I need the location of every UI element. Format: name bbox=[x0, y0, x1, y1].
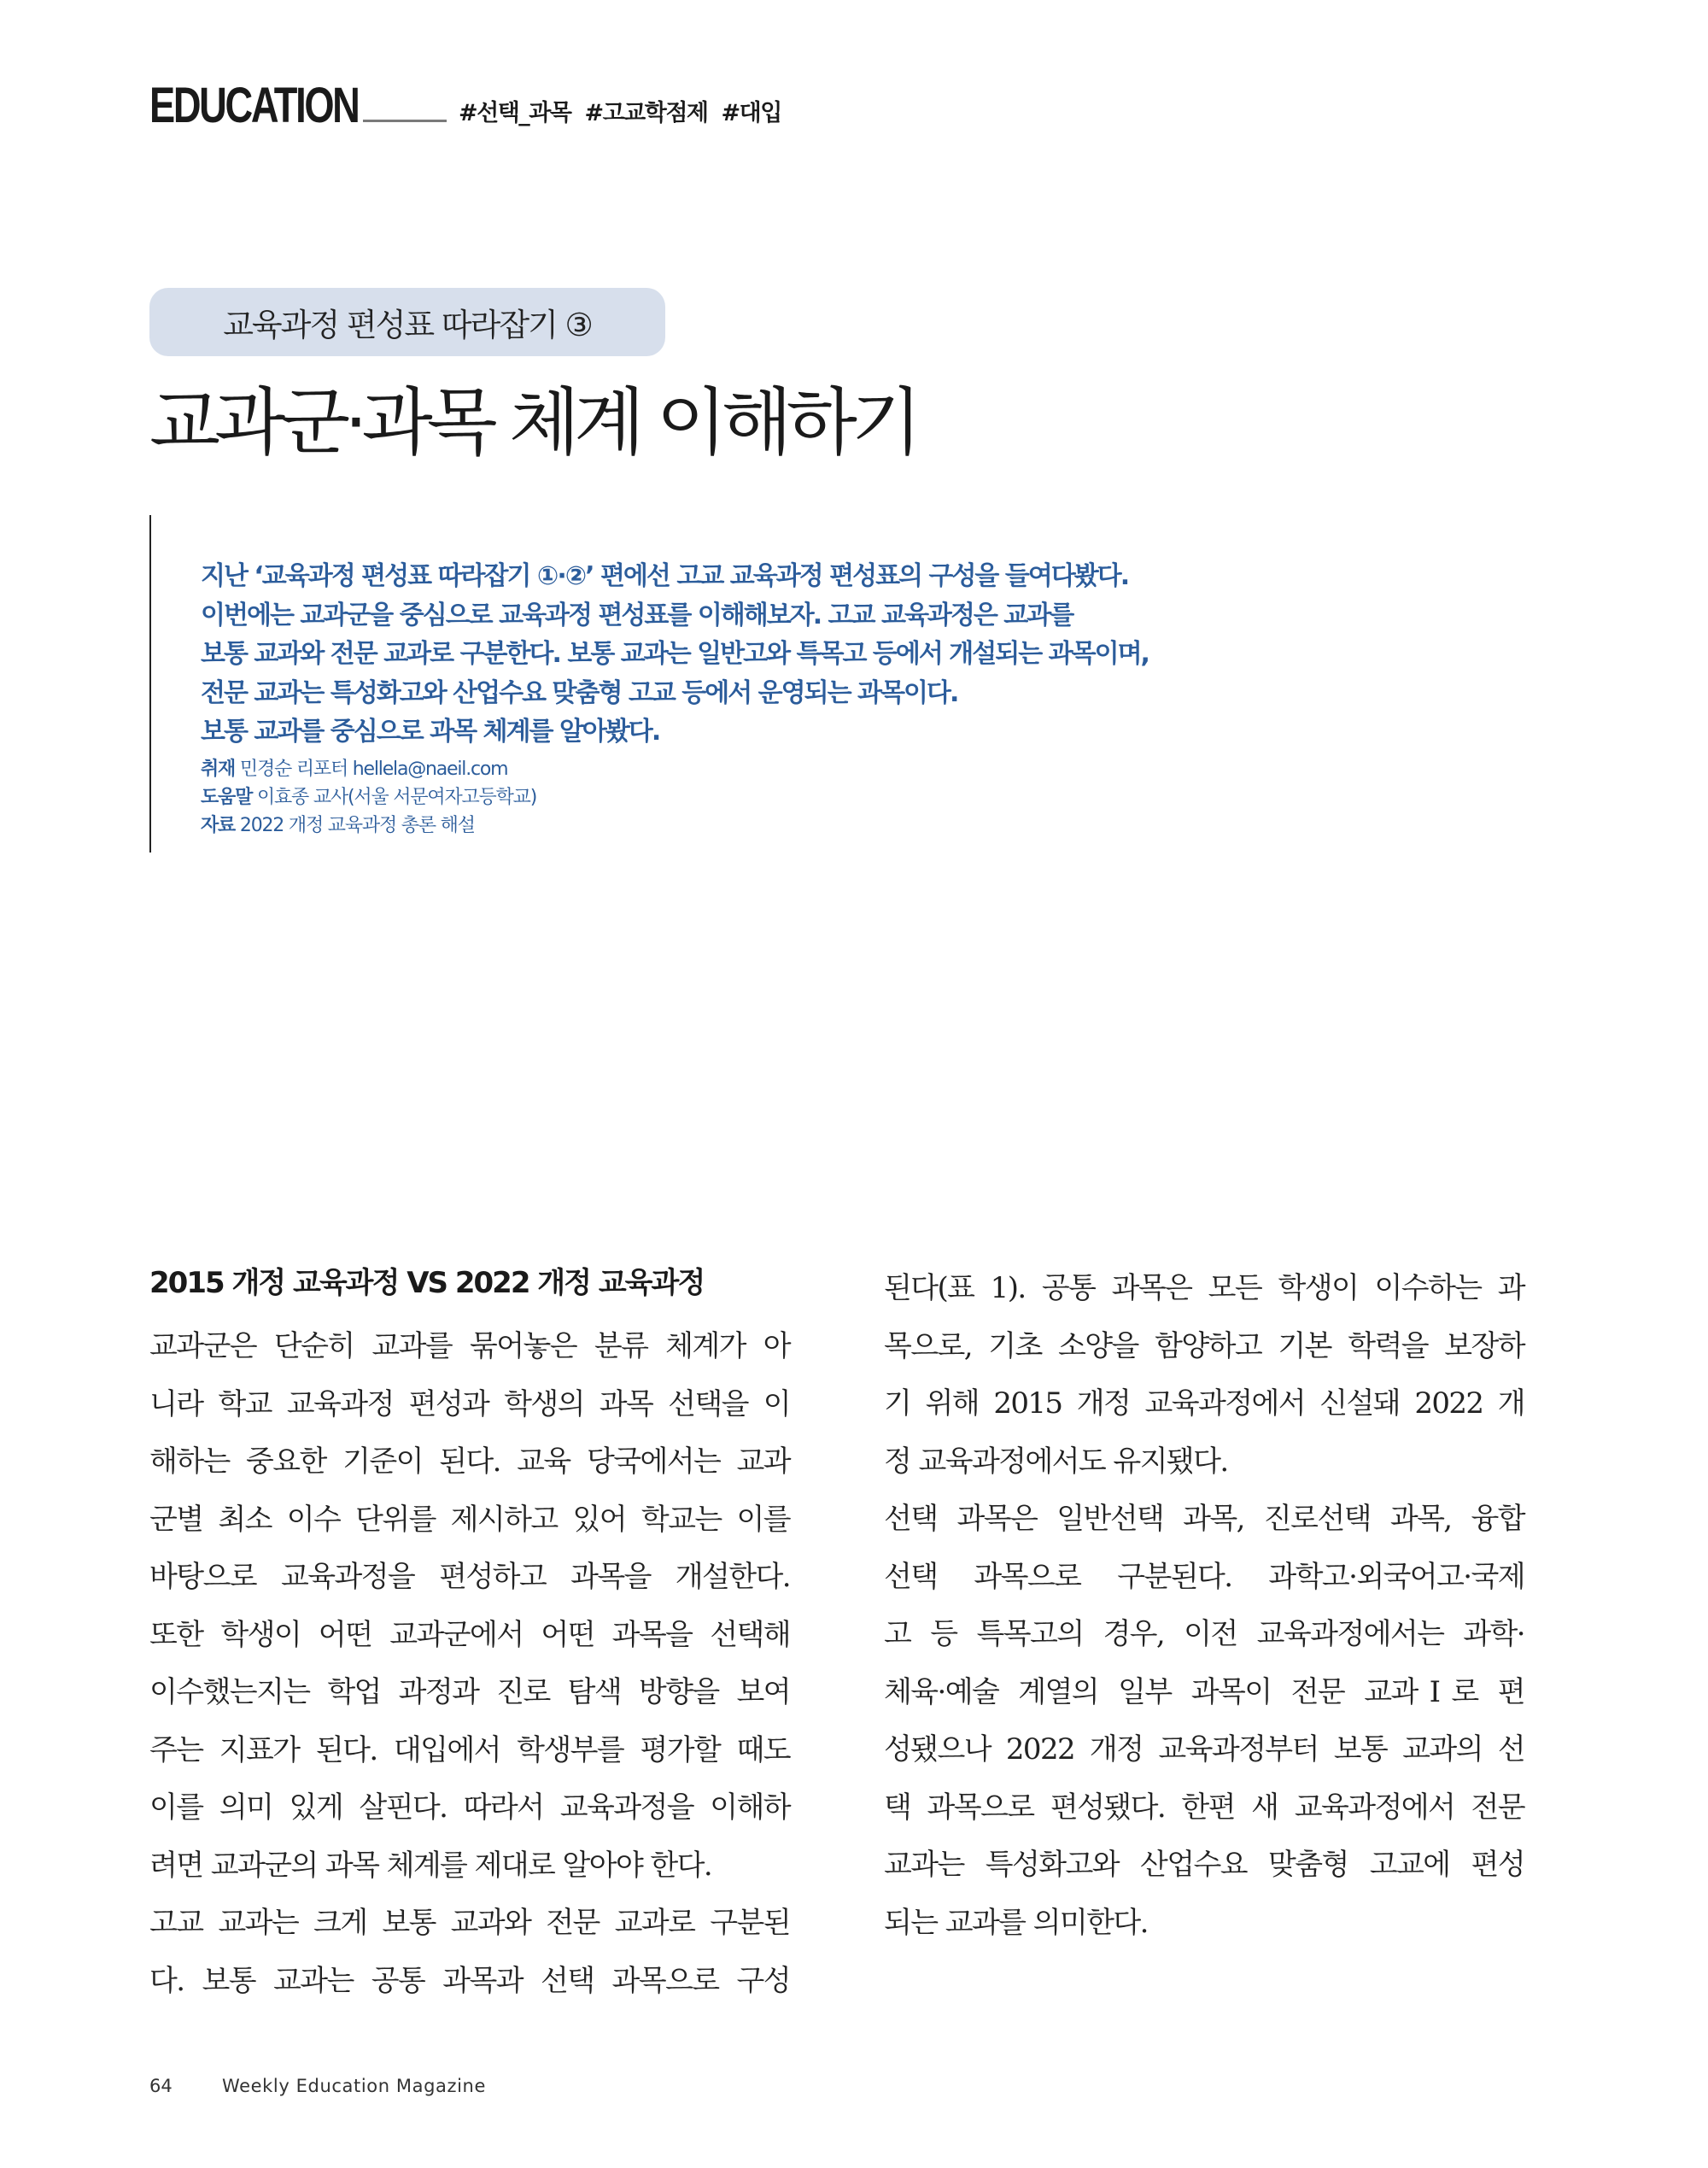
body-line: 택 과목으로 편성됐다. 한편 새 교육과정에서 전문 bbox=[884, 1790, 1524, 1825]
credit-label: 도움말 bbox=[201, 786, 253, 808]
article-subhead: 2015 개정 교육과정 VS 2022 개정 교육과정 bbox=[149, 1266, 705, 1300]
body-line: 다. 보통 교과는 공통 과목과 선택 과목으로 구성 bbox=[149, 1963, 790, 1998]
body-line: 교과군은 단순히 교과를 묶어놓은 분류 체계가 아 bbox=[149, 1329, 790, 1363]
hashtag: #대입 bbox=[721, 100, 781, 126]
credit-source bbox=[201, 812, 1277, 840]
section-header bbox=[149, 78, 781, 133]
lede-block bbox=[201, 557, 1277, 840]
section-label: EDUCATION bbox=[149, 78, 359, 133]
credit-value: 이효종 교사(서울 서문여자고등학교) bbox=[256, 786, 537, 808]
credit-value: 민경순 리포터 hellela@naeil.com bbox=[239, 758, 508, 780]
lede-line: 보통 교과와 전문 교과로 구분한다. 보통 교과는 일반고와 특목고 등에서 개설되는 과목이며, bbox=[201, 639, 1149, 669]
credit-advisor bbox=[201, 783, 1277, 812]
body-line: 선택 과목은 일반선택 과목, 진로선택 과목, 융합 bbox=[884, 1502, 1524, 1536]
article-column-left bbox=[149, 1260, 790, 2010]
credit-label: 취재 bbox=[201, 758, 236, 780]
body-line: 목으로, 기초 소양을 함양하고 기본 학력을 보장하 bbox=[884, 1328, 1524, 1363]
body-line: 된다(표 1). 공통 과목은 모든 학생이 이수하는 과 bbox=[884, 1271, 1524, 1305]
body-line: 려면 교과군의 과목 체계를 제대로 알아야 한다. bbox=[149, 1848, 712, 1883]
magazine-name: Weekly Education Magazine bbox=[222, 2076, 486, 2096]
lede-line: 보통 교과를 중심으로 과목 체계를 알아봤다. bbox=[201, 717, 660, 747]
article-title: 교과군·과목 체계 이해하기 bbox=[149, 380, 916, 466]
body-line: 이수했는지는 학업 과정과 진로 탐색 방향을 보여 bbox=[149, 1675, 790, 1709]
body-line: 해하는 중요한 기준이 된다. 교육 당국에서는 교과 bbox=[149, 1444, 790, 1479]
lede-vertical-rule bbox=[149, 515, 151, 853]
body-line: 체육·예술 계열의 일부 과목이 전문 교과Ⅰ로 편 bbox=[884, 1674, 1524, 1709]
body-line: 교과는 특성화고와 산업수요 맞춤형 고교에 편성 bbox=[884, 1848, 1524, 1882]
section-rule-divider bbox=[363, 120, 447, 122]
body-line: 기 위해 2015 개정 교육과정에서 신설돼 2022 개 bbox=[884, 1386, 1524, 1421]
lede-line: 지난 ‘교육과정 편성표 따라잡기 ①·②’ 편에선 고교 교육과정 편성표의 구성을 들여다봤다. bbox=[201, 561, 1129, 591]
body-line: 선택 과목으로 구분된다. 과학고·외국어고·국제 bbox=[884, 1559, 1524, 1594]
body-line: 니라 학교 교육과정 편성과 학생의 과목 선택을 이 bbox=[149, 1386, 790, 1421]
body-line: 또한 학생이 어떤 교과군에서 어떤 과목을 선택해 bbox=[149, 1617, 790, 1652]
hashtag-list bbox=[459, 94, 781, 127]
series-label: 교육과정 편성표 따라잡기 ③ bbox=[223, 307, 592, 343]
body-line: 되는 교과를 의미한다. bbox=[884, 1905, 1148, 1940]
body-line: 이를 의미 있게 살핀다. 따라서 교육과정을 이해하 bbox=[149, 1790, 790, 1825]
credit-value: 2022 개정 교육과정 총론 해설 bbox=[239, 814, 475, 836]
credit-label: 자료 bbox=[201, 814, 236, 836]
body-line: 정 교육과정에서도 유지됐다. bbox=[884, 1444, 1228, 1479]
lede-line: 이번에는 교과군을 중심으로 교육과정 편성표를 이해해보자. 고교 교육과정은 교과를 bbox=[201, 600, 1073, 630]
page-footer bbox=[149, 2076, 486, 2096]
article-column-right bbox=[884, 1260, 1524, 1952]
page-number: 64 bbox=[149, 2076, 173, 2096]
body-line: 군별 최소 이수 단위를 제시하고 있어 학교는 이를 bbox=[149, 1502, 790, 1537]
body-line: 고 등 특목고의 경우, 이전 교육과정에서는 과학· bbox=[884, 1617, 1524, 1651]
credits bbox=[201, 755, 1277, 840]
series-badge bbox=[149, 288, 665, 356]
hashtag: #고교학점제 bbox=[584, 100, 708, 126]
body-line: 주는 지표가 된다. 대입에서 학생부를 평가할 때도 bbox=[149, 1732, 790, 1767]
body-line: 바탕으로 교육과정을 편성하고 과목을 개설한다. bbox=[149, 1560, 790, 1594]
hashtag: #선택_과목 bbox=[459, 100, 571, 126]
credit-reporter bbox=[201, 755, 1277, 783]
body-line: 고교 교과는 크게 보통 교과와 전문 교과로 구분된 bbox=[149, 1906, 790, 1940]
body-line: 성됐으나 2022 개정 교육과정부터 보통 교과의 선 bbox=[884, 1732, 1524, 1767]
lede-line: 전문 교과는 특성화고와 산업수요 맞춤형 고교 등에서 운영되는 과목이다. bbox=[201, 677, 958, 708]
